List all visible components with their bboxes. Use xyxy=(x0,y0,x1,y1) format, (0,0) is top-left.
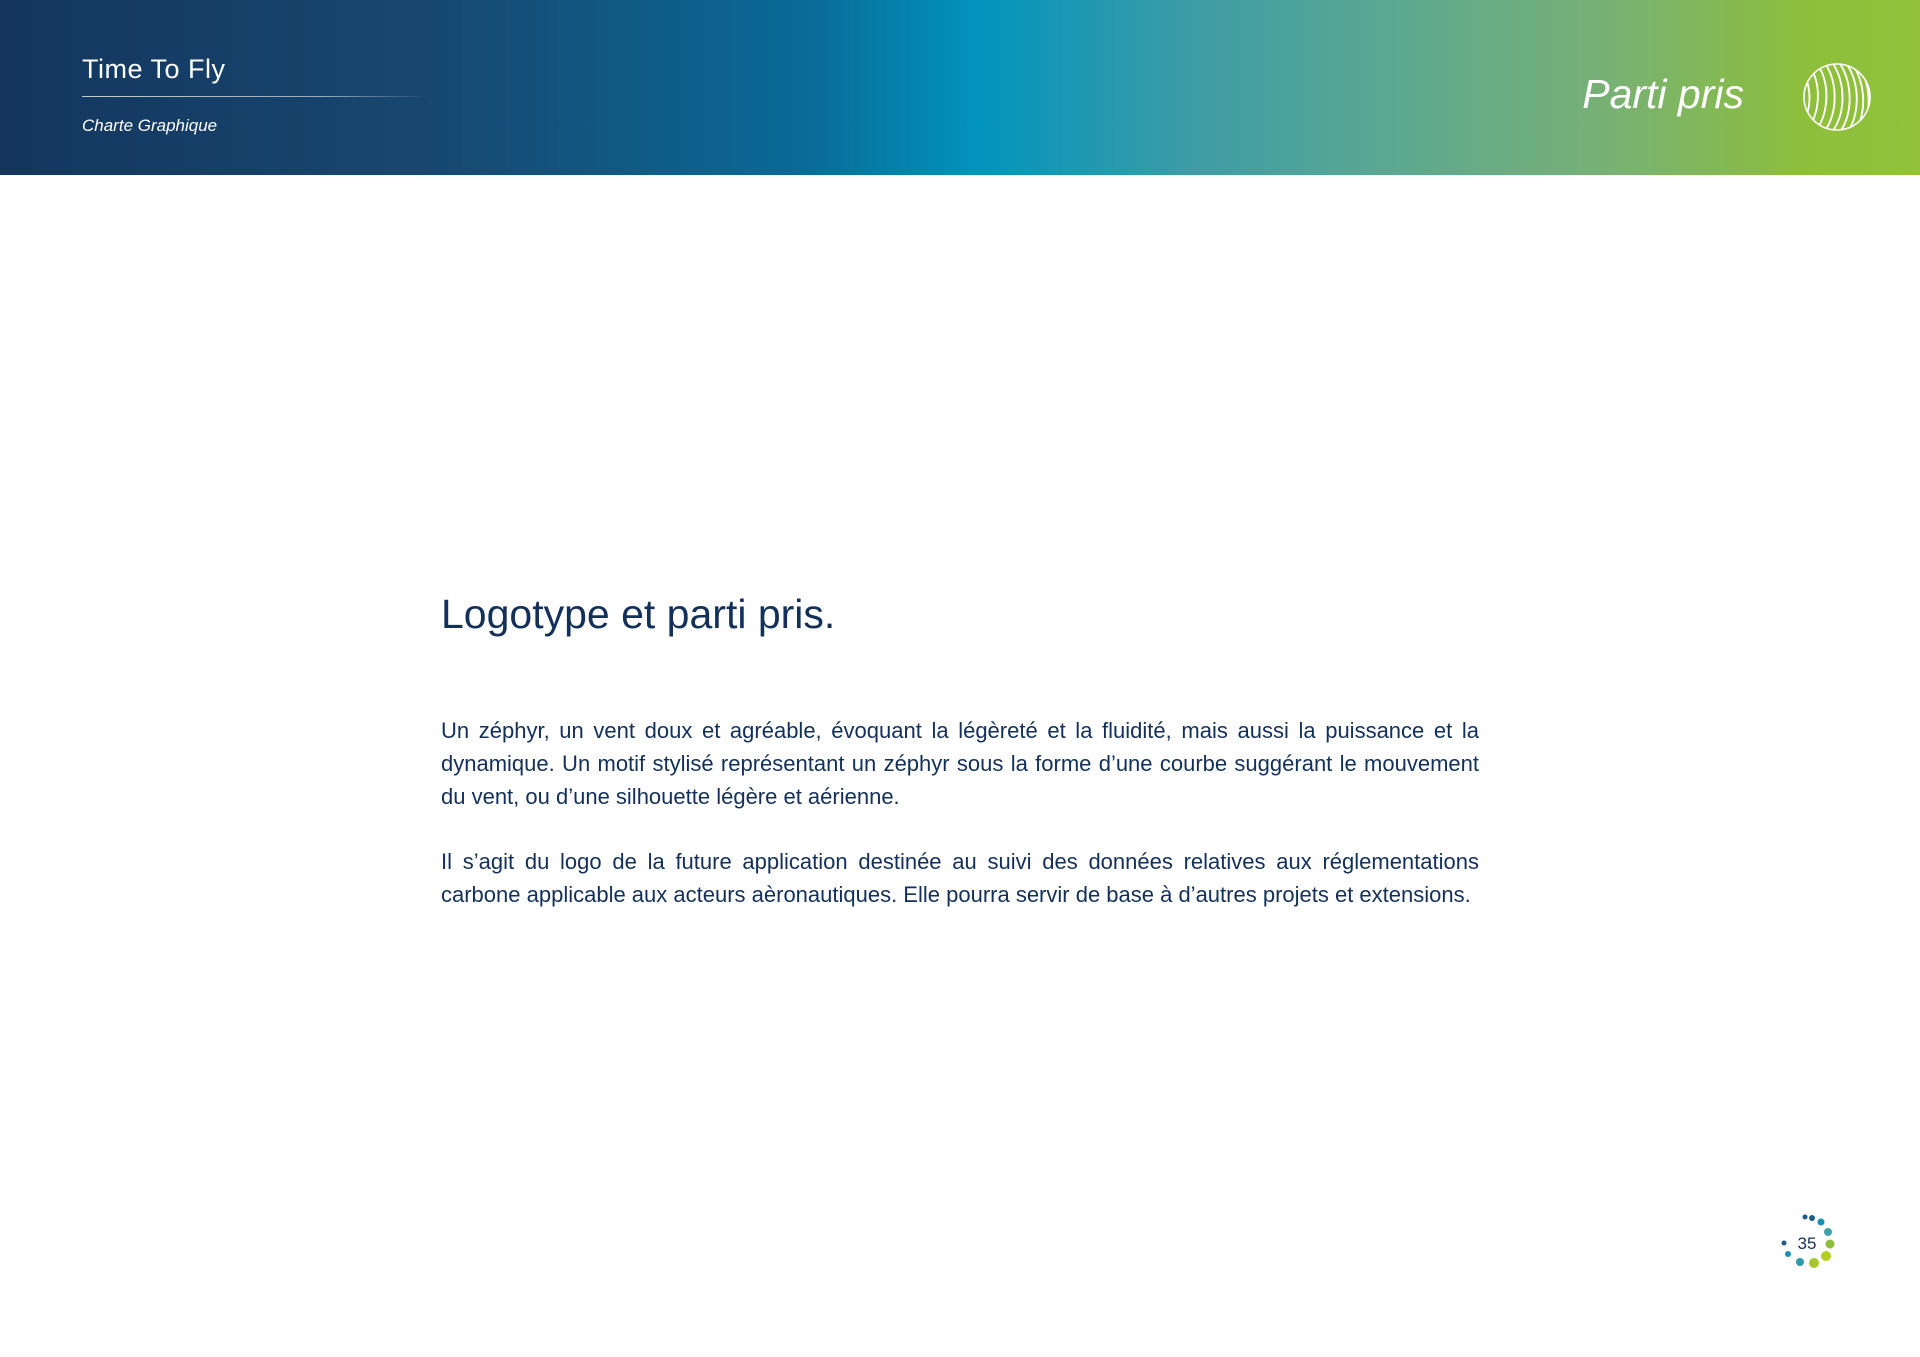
page-heading: Logotype et parti pris. xyxy=(441,591,836,637)
striped-globe-icon xyxy=(1802,62,1872,132)
brand-divider xyxy=(82,96,428,97)
page-indicator xyxy=(1772,1212,1842,1282)
brand-title: Time To Fly xyxy=(82,54,226,84)
body-paragraph-1: Un zéphyr, un vent doux et agréable, évoquant la légèreté et la fluidité, mais aussi la puissance et la dynamique. Un motif stylisé représentant un zéphyr sous la forme d’une courbe suggérant le mouvement du vent, ou d’une silhouette légère et aérienne. xyxy=(441,718,1479,810)
body-paragraph-2: Il s’agit du logo de la future application destinée au suivi des données relatives aux réglementations carbone applicable aux acteurs aèronautiques. Elle pourra servir de base à d’autres projets et extensions. xyxy=(441,849,1479,908)
main-content xyxy=(441,590,1479,911)
brand-subtitle: Charte Graphique xyxy=(82,116,218,135)
section-title: Parti pris xyxy=(1582,71,1744,117)
page-number: 35 xyxy=(1797,1234,1817,1253)
page-header xyxy=(0,0,1920,175)
